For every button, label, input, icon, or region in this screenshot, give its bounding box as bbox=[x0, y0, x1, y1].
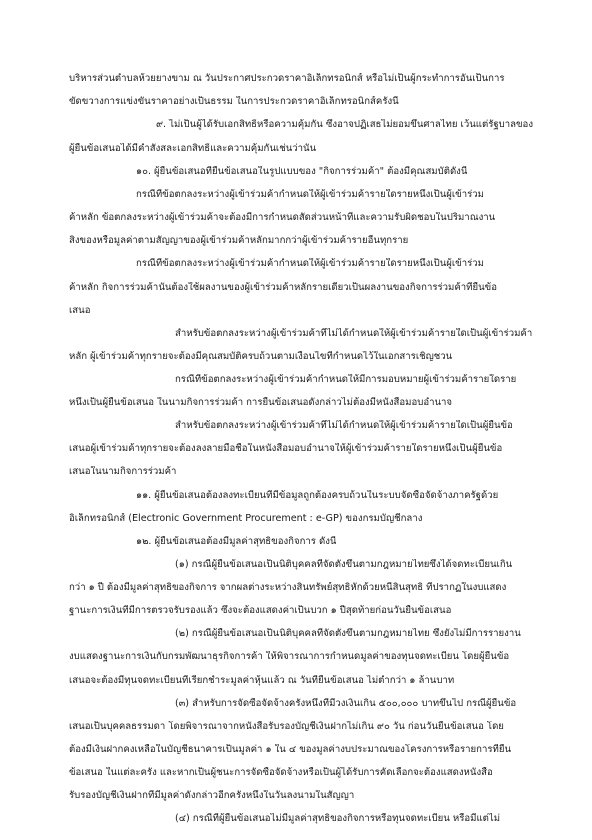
paragraph-line: ฐานะการเงินที่มีการตรวจรับรองแล้ว ซึ่งจะต้องแสดงค่าเป็นบวก ๑ ปีสุดท้ายก่อนวันยื่นข้อเสนอ bbox=[69, 605, 452, 616]
paragraph-line: กรณีที่ข้อตกลงระหว่างผู้เข้าร่วมค้ากำหนดให้มีการมอบหมายผู้เข้าร่วมค้ารายใดราย bbox=[175, 374, 517, 385]
paragraph-line: กว่า ๑ ปี ต้องมีมูลค่าสุทธิของกิจการ จากผลต่างระหว่างสินทรัพย์สุทธิหักด้วยหนี้สินสุทธิ ที่ปรากฏในงบแสดง bbox=[69, 582, 507, 593]
clause-9-line: ๙. ไม่เป็นผู้ได้รับเอกสิทธิ์หรือความคุ้มกัน ซึ่งอาจปฏิเสธไม่ยอมขึ้นศาลไทย เว้นแต่รัฐบาลของ bbox=[156, 119, 533, 130]
subclause-1-line: (๑) กรณีผู้ยื่นข้อเสนอเป็นนิติบุคคลที่จัดตั้งขึ้นตามกฎหมายไทยซึ่งได้จดทะเบียนเกิน bbox=[175, 559, 513, 570]
paragraph-line: เสนอเป็นบุคคลธรรมดา โดยพิจารณาจากหนังสือรับรองบัญชีเงินฝากไม่เกิน ๙๐ วัน ก่อนวันยื่นข้อเสนอ โดย bbox=[69, 721, 504, 732]
paragraph-line: กรณีที่ข้อตกลงระหว่างผู้เข้าร่วมค้ากำหนดให้ผู้เข้าร่วมค้ารายใดรายหนึ่งเป็นผู้เข้าร่วม bbox=[136, 258, 484, 269]
subclause-3-line: (๓) สำหรับการจัดซื้อจัดจ้างครั้งหนึ่งที่มีวงเงินเกิน ๕๐๐,๐๐๐ บาทขึ้นไป กรณีผู้ยื่นข้อ bbox=[175, 698, 517, 709]
paragraph-line: ค้าหลัก ข้อตกลงระหว่างผู้เข้าร่วมค้าจะต้องมีการกำหนดสัดส่วนหน้าที่และความรับผิดชอบในปริมาณงาน bbox=[69, 212, 496, 223]
paragraph-line: รับรองบัญชีเงินฝากที่มีมูลค่าดังกล่าวอีกครั้งหนึ่งในวันลงนามในสัญญา bbox=[69, 790, 355, 801]
paragraph-line: สำหรับข้อตกลงระหว่างผู้เข้าร่วมค้าที่ไม่ได้กำหนดให้ผู้เข้าร่วมค้ารายใดเป็นผู้เข้าร่วมค้า bbox=[175, 328, 533, 339]
paragraph-line: หนึ่งเป็นผู้ยื่นข้อเสนอ ในนามกิจการร่วมค้า การยื่นข้อเสนอดังกล่าวไม่ต้องมีหนังสือมอบอำนาจ bbox=[69, 397, 453, 408]
paragraph-line: ต้องมีเงินฝากคงเหลือในบัญชีธนาคารเป็นมูลค่า ๑ ใน ๔ ของมูลค่างบประมาณของโครงการหรือรายการที่ยื่น bbox=[69, 744, 511, 755]
paragraph-line: ผู้ยื่นข้อเสนอได้มีคำสั่งสละเอกสิทธิ์และความคุ้มกันเช่นว่านั้น bbox=[69, 143, 317, 154]
subclause-2-line: (๒) กรณีผู้ยื่นข้อเสนอเป็นนิติบุคคลที่จัดตั้งขึ้นตามกฎหมายไทย ซึ่งยังไม่มีการรายงาน bbox=[175, 628, 521, 639]
paragraph-line: กรณีที่ข้อตกลงระหว่างผู้เข้าร่วมค้ากำหนดให้ผู้เข้าร่วมค้ารายใดรายหนึ่งเป็นผู้เข้าร่วม bbox=[136, 189, 484, 200]
paragraph-line: ค้าหลัก กิจการร่วมค้านั้นต้องใช้ผลงานของผู้เข้าร่วมค้าหลักรายเดียวเป็นผลงานของกิจการร่วมค้าที่ยื่นข้อ bbox=[69, 282, 497, 293]
paragraph-line: บริหารส่วนตำบลห้วยยางขาม ณ วันประกาศประกวดราคาอิเล็กทรอนิกส์ หรือไม่เป็นผู้กระทำการอันเป็นการ bbox=[69, 73, 505, 84]
paragraph-line: เสนอผู้เข้าร่วมค้าทุกรายจะต้องลงลายมือชื่อในหนังสือมอบอำนาจให้ผู้เข้าร่วมค้ารายใดรายหนึ่งเป็นผู้ยื่นข้อ bbox=[69, 443, 503, 454]
subclause-4-line: (๔) กรณีที่ผู้ยื่นข้อเสนอไม่มีมูลค่าสุทธิของกิจการหรือทุนจดทะเบียน หรือมีแต่ไม่ bbox=[175, 813, 501, 824]
paragraph-line: อิเล็กทรอนิกส์ (Electronic Government Procurement : e-GP) ของกรมบัญชีกลาง bbox=[69, 513, 423, 524]
clause-10-heading: ๑๐. ผู้ยื่นข้อเสนอที่ยื่นข้อเสนอในรูปแบบของ "กิจการร่วมค้า" ต้องมีคุณสมบัติดังนี้ bbox=[136, 166, 468, 177]
clause-11-heading: ๑๑. ผู้ยื่นข้อเสนอต้องลงทะเบียนที่มีข้อมูลถูกต้องครบถ้วนในระบบจัดซื้อจัดจ้างภาครัฐด้วย bbox=[136, 490, 499, 501]
paragraph-line: ข้อเสนอ ในแต่ละครั้ง และหากเป็นผู้ชนะการจัดซื้อจัดจ้างหรือเป็นผู้ได้รับการคัดเลือกจะต้องแสดงหนังสือ bbox=[69, 767, 493, 778]
clause-12-heading: ๑๒. ผู้ยื่นข้อเสนอต้องมีมูลค่าสุทธิของกิจการ ดังนี้ bbox=[136, 536, 337, 547]
paragraph-line: เสนอ bbox=[69, 305, 91, 316]
paragraph-line: สำหรับข้อตกลงระหว่างผู้เข้าร่วมค้าที่ไม่ได้กำหนดให้ผู้เข้าร่วมค้ารายใดเป็นผู้ยื่นข้อ bbox=[175, 420, 513, 431]
paragraph-line: งบแสดงฐานะการเงินกับกรมพัฒนาธุรกิจการค้า ให้พิจารณาการกำหนดมูลค่าของทุนจดทะเบียน โดยผู้ยื่นข้อ bbox=[69, 651, 510, 662]
paragraph-line: เสนอในนามกิจการร่วมค้า bbox=[69, 466, 177, 477]
paragraph-line: เสนอจะต้องมีทุนจดทะเบียนที่เรียกชำระมูลค่าหุ้นแล้ว ณ วันที่ยื่นข้อเสนอ ไม่ต่ำกว่า ๑ ล้านบาท bbox=[69, 675, 455, 686]
paragraph-line: ขัดขวางการแข่งขันราคาอย่างเป็นธรรม ในการประกวดราคาอิเล็กทรอนิกส์ครั้งนี้ bbox=[69, 96, 399, 107]
paragraph-line: หลัก ผู้เข้าร่วมค้าทุกรายจะต้องมีคุณสมบัติครบถ้วนตามเงื่อนไขที่กำหนดไว้ในเอกสารเชิญชวน bbox=[69, 351, 453, 362]
paragraph-line: สิ่งของหรือมูลค่าตามสัญญาของผู้เข้าร่วมค้าหลักมากกว่าผู้เข้าร่วมค้ารายอื่นทุกราย bbox=[69, 235, 409, 246]
